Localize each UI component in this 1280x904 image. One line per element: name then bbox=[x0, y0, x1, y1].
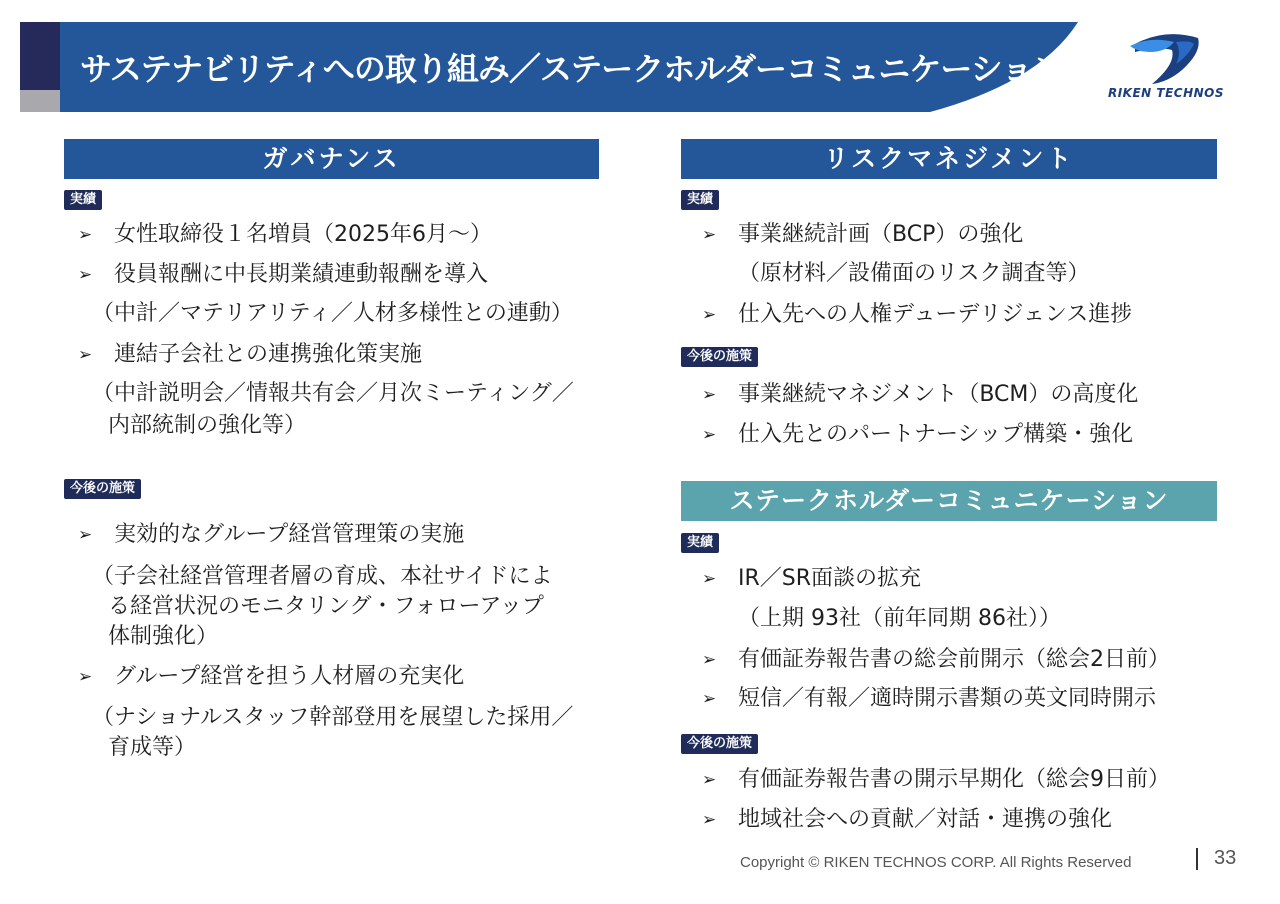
list-item-note: 育成等） bbox=[108, 735, 197, 760]
list-item-note: 内部統制の強化等） bbox=[108, 413, 307, 438]
header-accent-bar bbox=[20, 22, 60, 90]
logo-text: RIKEN TECHNOS bbox=[1107, 86, 1225, 100]
tag-future: 今後の施策 bbox=[681, 734, 758, 754]
arrow-bullet-icon: ➢ bbox=[78, 345, 93, 365]
section-header-stakeholder: ステークホルダーコミュニケーション bbox=[681, 481, 1217, 521]
list-item-note: （上期 93社（前年同期 86社）） bbox=[738, 606, 1061, 631]
tag-results: 実績 bbox=[681, 533, 719, 553]
arrow-bullet-icon: ➢ bbox=[702, 650, 717, 670]
list-item-note: （子会社経営管理者層の育成、本社サイドによ bbox=[92, 564, 553, 589]
list-item: ➢ 有価証券報告書の開示早期化（総会9日前） bbox=[702, 765, 1170, 795]
list-item: ➢ 短信／有報／適時開示書類の英文同時開示 bbox=[702, 684, 1156, 714]
list-item: ➢ グループ経営を担う人材層の充実化 bbox=[78, 662, 464, 692]
list-item: ➢ 仕入先とのパートナーシップ構築・強化 bbox=[702, 420, 1133, 450]
list-item: ➢ IR／SR面談の拡充 bbox=[702, 564, 921, 594]
arrow-bullet-icon: ➢ bbox=[702, 385, 717, 405]
list-item-note: （中計説明会／情報共有会／月次ミーティング／ bbox=[92, 381, 574, 406]
section-header-risk: リスクマネジメント bbox=[681, 139, 1217, 179]
tag-future: 今後の施策 bbox=[681, 347, 758, 367]
riken-technos-logo bbox=[1090, 30, 1235, 108]
tag-results: 実績 bbox=[64, 190, 102, 210]
tag-results: 実績 bbox=[681, 190, 719, 210]
section-header-governance: ガバナンス bbox=[64, 139, 599, 179]
list-item: ➢ 仕入先への人権デューデリジェンス進捗 bbox=[702, 300, 1132, 330]
page-title: サステナビリティへの取り組み／ステークホルダーコミュニケーション bbox=[80, 50, 1064, 88]
footer-divider bbox=[1196, 848, 1198, 870]
list-item-note: 体制強化） bbox=[108, 624, 219, 649]
list-item-note: （ナショナルスタッフ幹部登用を展望した採用／ bbox=[92, 705, 574, 730]
arrow-bullet-icon: ➢ bbox=[78, 525, 93, 545]
arrow-bullet-icon: ➢ bbox=[78, 225, 93, 245]
tag-future: 今後の施策 bbox=[64, 479, 141, 499]
list-item: ➢ 有価証券報告書の総会前開示（総会2日前） bbox=[702, 645, 1170, 675]
page-number: 33 bbox=[1214, 847, 1237, 869]
header-accent-gray bbox=[20, 90, 60, 112]
list-item: ➢ 事業継続マネジメント（BCM）の高度化 bbox=[702, 380, 1138, 410]
arrow-bullet-icon: ➢ bbox=[702, 425, 717, 445]
list-item: ➢ 地域社会への貢献／対話・連携の強化 bbox=[702, 805, 1112, 835]
arrow-bullet-icon: ➢ bbox=[702, 689, 717, 709]
list-item: ➢ 実効的なグループ経営管理策の実施 bbox=[78, 520, 464, 550]
arrow-bullet-icon: ➢ bbox=[702, 569, 717, 589]
arrow-bullet-icon: ➢ bbox=[702, 225, 717, 245]
arrow-bullet-icon: ➢ bbox=[702, 810, 717, 830]
list-item: ➢ 女性取締役１名増員（2025年6月～） bbox=[78, 220, 492, 250]
list-item-note: （原材料／設備面のリスク調査等） bbox=[738, 261, 1090, 286]
list-item-note: る経営状況のモニタリング・フォローアップ bbox=[108, 594, 544, 619]
list-item: ➢ 役員報酬に中長期業績連動報酬を導入 bbox=[78, 260, 488, 290]
arrow-bullet-icon: ➢ bbox=[702, 305, 717, 325]
logo-mark-icon bbox=[1090, 30, 1235, 88]
arrow-bullet-icon: ➢ bbox=[702, 770, 717, 790]
list-item: ➢ 連結子会社との連携強化策実施 bbox=[78, 340, 422, 370]
copyright-text: Copyright © RIKEN TECHNOS CORP. All Rights Reserved bbox=[740, 854, 1132, 871]
arrow-bullet-icon: ➢ bbox=[78, 667, 93, 687]
list-item-note: （中計／マテリアリティ／人材多様性との連動） bbox=[92, 301, 573, 326]
list-item: ➢ 事業継続計画（BCP）の強化 bbox=[702, 220, 1023, 250]
arrow-bullet-icon: ➢ bbox=[78, 265, 93, 285]
